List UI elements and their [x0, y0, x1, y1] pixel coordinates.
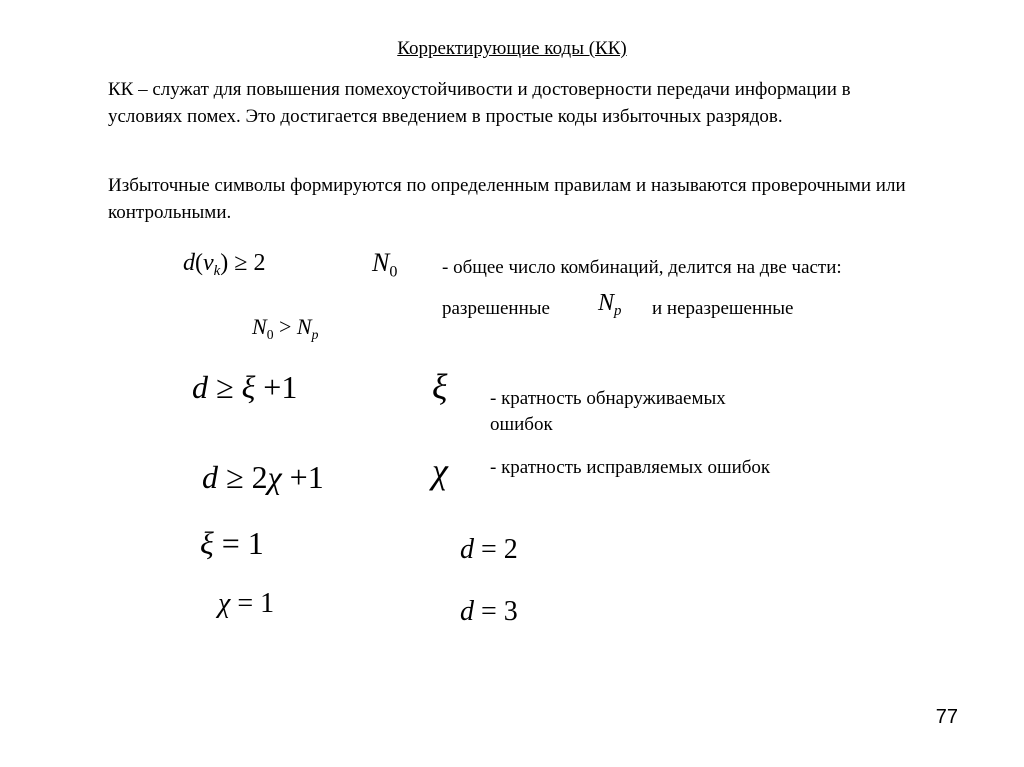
page-number: 77 — [935, 706, 958, 728]
text-detect-multiplicity: - кратность обнаруживаемых ошибок — [490, 388, 726, 435]
symbol-xi: ξ — [432, 367, 448, 407]
paragraph-redundant: Избыточные символы формируются по определенным правилам и называются проверочными или контрольными. — [108, 175, 906, 223]
formula-np: $N_p$ — [598, 290, 622, 320]
page-title: Корректирующие коды (КК) — [397, 38, 627, 59]
formula-chi-equals-1: χ = 1 — [218, 588, 275, 619]
formula-n0-gt-np: $N_0 > N_p$ — [252, 314, 319, 342]
formula-d-equals-3: d = 3 — [460, 596, 518, 627]
text-total-combinations: - общее число комбинаций, делится на две части: — [442, 257, 842, 278]
formula-xi-equals-1: ξ = 1 — [200, 525, 264, 561]
symbol-chi: χ — [432, 451, 448, 491]
formula-min-distance: $d(v_k) \ge 2$ — [183, 250, 266, 280]
formula-correct: d ≥ 2χ +1 — [202, 459, 324, 495]
text-correct-multiplicity: - кратность исправляемых ошибок — [490, 457, 771, 478]
text-not-allowed: и неразрешенные — [652, 298, 794, 319]
formula-d-equals-2: d = 2 — [460, 534, 518, 565]
text-allowed: разрешенные — [442, 298, 550, 319]
formula-n0: $N_0$ — [372, 248, 398, 281]
formula-detect: d ≥ ξ +1 — [192, 369, 298, 405]
paragraph-intro: КК – служат для повышения помехоустойчивости и достоверности передачи информации в условиях помех. Это достигается введением в простые коды избыточных разрядов. — [108, 79, 851, 127]
